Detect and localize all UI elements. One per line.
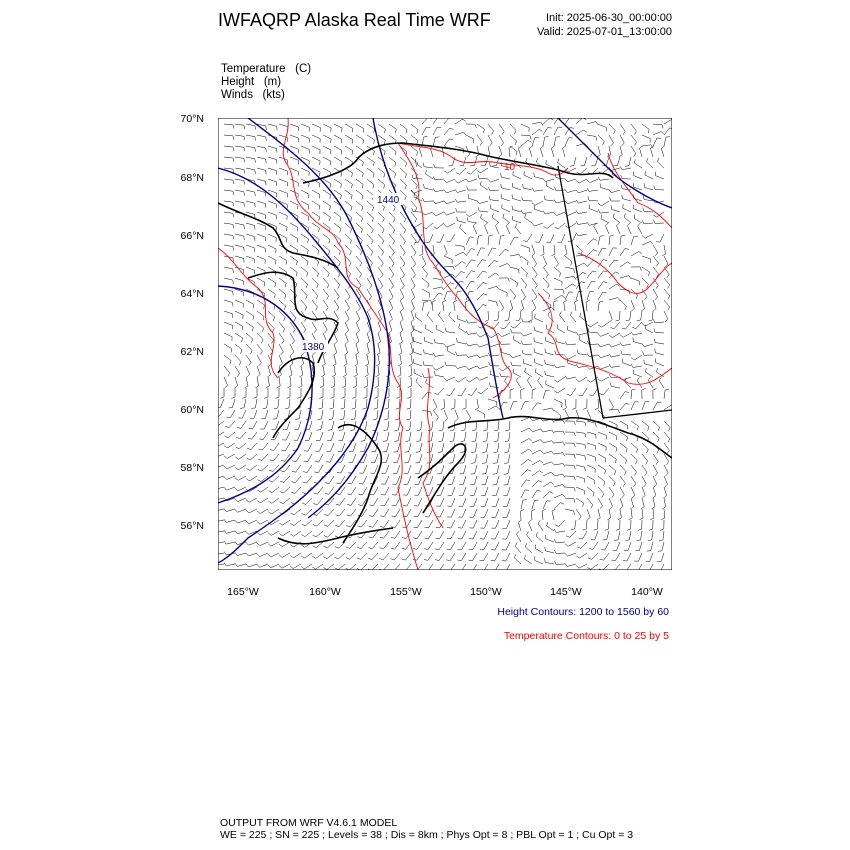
lat-label: 64°N (180, 288, 204, 300)
lon-label: 140°W (631, 586, 663, 598)
lon-label: 155°W (390, 586, 422, 598)
height-contour-legend: Height Contours: 1200 to 1560 by 60 (497, 606, 669, 618)
lon-label: 165°W (227, 586, 259, 598)
lat-label: 60°N (180, 404, 204, 416)
variable-temperature: Temperature (C) (221, 63, 312, 75)
init-time: Init: 2025-06-30_00:00:00 (546, 12, 672, 24)
lat-label: 66°N (180, 230, 204, 242)
lat-label: 58°N (180, 462, 204, 474)
model-config-line: WE = 225 ; SN = 225 ; Levels = 38 ; Dis = 8km ; Phys Opt = 8 ; PBL Opt = 1 ; Cu Opt = 3 (220, 829, 634, 841)
model-output-line: OUTPUT FROM WRF V4.6.1 MODEL (220, 817, 398, 829)
variable-winds: Winds (kts) (221, 89, 285, 101)
height-contour-label: 1440 (377, 195, 400, 206)
valid-time: Valid: 2025-07-01_13:00:00 (537, 26, 672, 38)
lat-label: 68°N (180, 172, 204, 184)
variable-height: Height (m) (221, 76, 282, 88)
lat-label: 56°N (180, 520, 204, 532)
temperature-contour-label: 10 (504, 162, 516, 173)
lon-label: 160°W (309, 586, 341, 598)
chart-title: IWFAQRP Alaska Real Time WRF (218, 10, 491, 30)
lon-label: 150°W (470, 586, 502, 598)
map-background (218, 118, 672, 570)
height-contour-label: 1380 (302, 342, 325, 353)
lat-label: 70°N (180, 113, 204, 125)
lon-label: 145°W (550, 586, 582, 598)
weather-map (218, 118, 672, 570)
temperature-contour-legend: Temperature Contours: 0 to 25 by 5 (503, 630, 669, 642)
lat-label: 62°N (180, 346, 204, 358)
